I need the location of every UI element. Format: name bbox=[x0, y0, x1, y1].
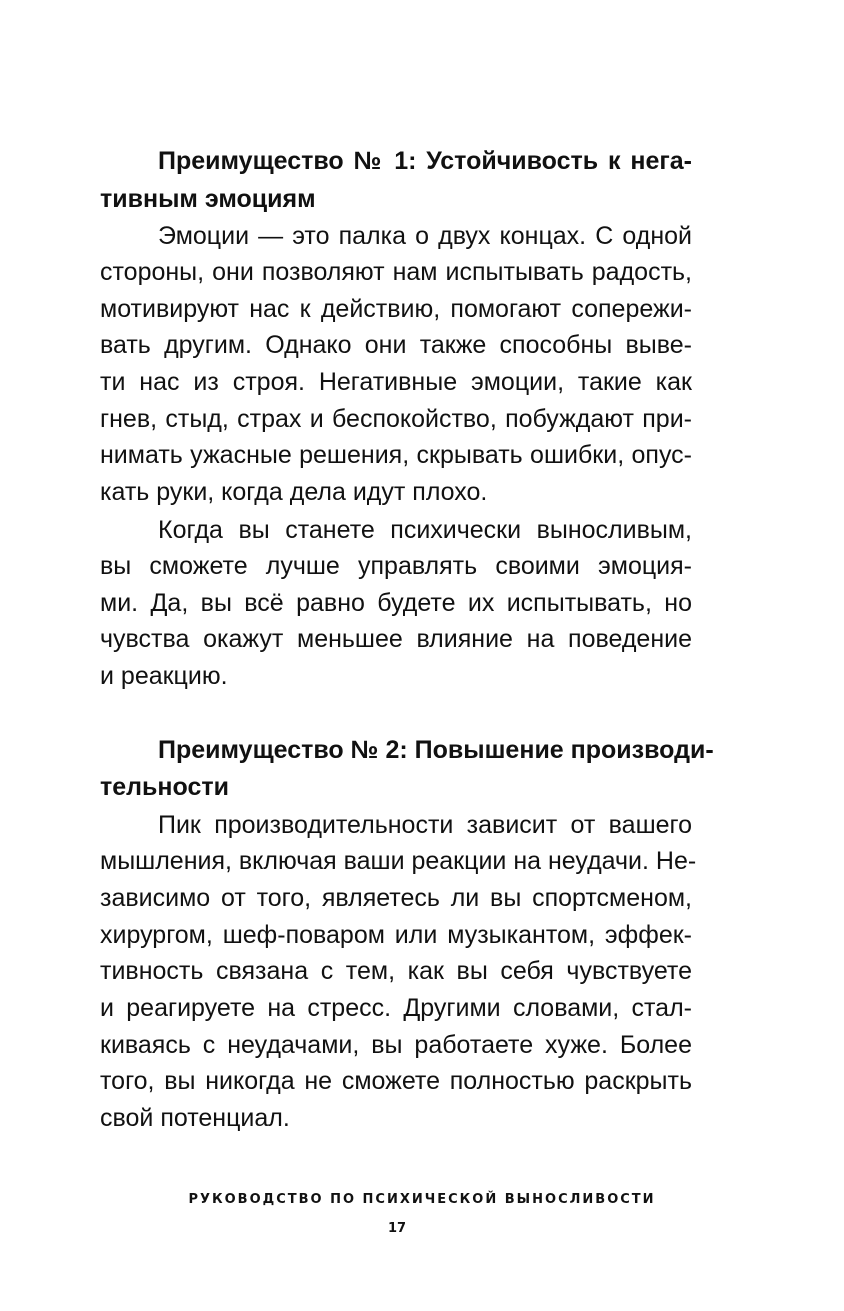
section-1-paragraph-1-line: стороны, они позволяют нам испытывать радость, bbox=[100, 258, 692, 286]
section-2-paragraph-1-line: зависимо от того, являетесь ли вы спортсменом, bbox=[100, 884, 692, 912]
page-number: 17 bbox=[387, 1221, 407, 1236]
section-1-paragraph-2-line: и реакцию. bbox=[100, 662, 228, 690]
section-1-paragraph-1-line: нимать ужасные решения, скрывать ошибки, опус- bbox=[100, 441, 692, 469]
section-1-paragraph-2-line: Когда вы станете психически выносливым, bbox=[158, 516, 692, 544]
section-1-heading-line-2: тивным эмоциям bbox=[100, 185, 316, 213]
section-2-paragraph-1-line: и реагируете на стресс. Другими словами, стал- bbox=[100, 994, 692, 1022]
section-1-paragraph-1-line: Эмоции — это палка о двух концах. С одной bbox=[158, 222, 692, 250]
section-2-heading-line-1: Преимущество № 2: Повышение производи- bbox=[158, 736, 714, 764]
section-1-paragraph-1-line: ти нас из строя. Негативные эмоции, такие как bbox=[100, 368, 692, 396]
section-1-heading-line-1: Преимущество № 1: Устойчивость к нега- bbox=[158, 147, 692, 175]
section-1-paragraph-1-line: мотивируют нас к действию, помогают сопережи- bbox=[100, 295, 692, 323]
section-1-paragraph-1-line: гнев, стыд, страх и беспокойство, побуждают при- bbox=[100, 405, 692, 433]
section-2-paragraph-1-line: того, вы никогда не сможете полностью раскрыть bbox=[100, 1067, 692, 1095]
section-1-paragraph-2-line: чувства окажут меньшее влияние на поведение bbox=[100, 625, 692, 653]
section-2-paragraph-1-line: киваясь с неудачами, вы работаете хуже. Более bbox=[100, 1031, 692, 1059]
running-footer-book-title: РУКОВОДСТВО ПО ПСИХИЧЕСКОЙ ВЫНОСЛИВОСТИ bbox=[188, 1192, 656, 1207]
section-1-paragraph-2-line: вы сможете лучше управлять своими эмоция- bbox=[100, 552, 692, 580]
section-1-paragraph-2-line: ми. Да, вы всё равно будете их испытывать, но bbox=[100, 589, 692, 617]
section-2-paragraph-1-line: Пик производительности зависит от вашего bbox=[158, 811, 692, 839]
section-1-paragraph-1-line: вать другим. Однако они также способны выве- bbox=[100, 331, 692, 359]
section-2-paragraph-1-line: тивность связана с тем, как вы себя чувствуете bbox=[100, 957, 692, 985]
section-2-paragraph-1-line: хирургом, шеф-поваром или музыкантом, эффек- bbox=[100, 921, 692, 949]
section-2-paragraph-1-line: свой потенциал. bbox=[100, 1104, 290, 1132]
section-2-paragraph-1-line: мышления, включая ваши реакции на неудачи. Не- bbox=[100, 847, 697, 875]
section-2-heading-line-2: тельности bbox=[100, 773, 229, 801]
section-1-paragraph-1-line: кать руки, когда дела идут плохо. bbox=[100, 478, 488, 506]
